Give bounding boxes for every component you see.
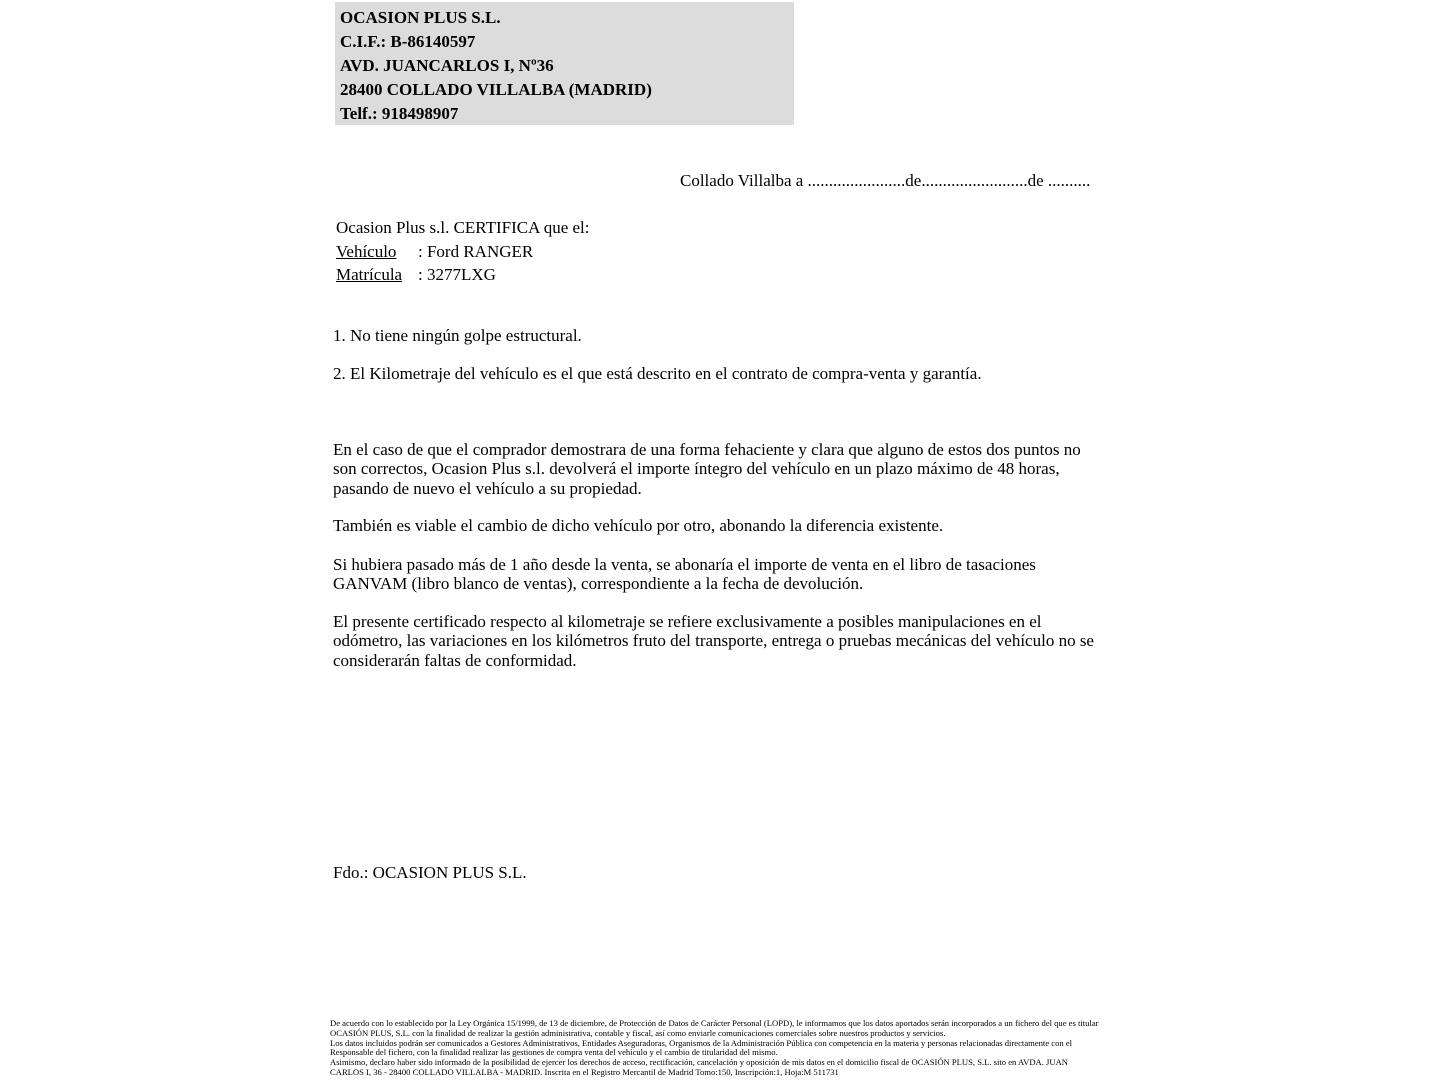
signature-line: Fdo.: OCASION PLUS S.L. [333, 863, 527, 882]
point-mileage: 2. El Kilometraje del vehículo es el que está descrito en el contrato de compra-venta y garantía. [333, 364, 982, 383]
company-name: OCASION PLUS S.L. [340, 8, 501, 27]
vehicle-label-wrap [336, 240, 418, 264]
legal-line: Asimismo, declaro haber sido informado de la posibilidad de ejercer los derechos de acceso, rectificación, cancelación y oposición de mis datos en el domicilio fiscal de OCASIÓN PLUS, S.L. sito en AVDA. JUAN [330, 1057, 1069, 1068]
legal-line: Los datos incluidos podrán ser comunicados a Gestores Administrativos, Entidades Aseguradoras, Organismos de la Administración Pública con competencia en la materia y personas relacionadas directamente con el [330, 1037, 1073, 1048]
vehicle-row [336, 240, 590, 264]
company-cif: C.I.F.: B-86140597 [340, 32, 476, 51]
plate-value: : 3277LXG [418, 265, 496, 284]
company-header-block [335, 2, 794, 125]
legal-fine-print [330, 1019, 1120, 1078]
plate-row [336, 263, 590, 287]
paragraph-exchange-option: También es viable el cambio de dicho vehículo por otro, abonando la diferencia existente. [333, 516, 944, 535]
paragraph-odometer-disclaimer: El presente certificado respecto al kilometraje se refiere exclusivamente a posibles manipulaciones en el odómetro, las variaciones en los kilómetros fruto del transporte, entrega o pruebas mecánicas del vehículo no se considerarán faltas de conformidad. [333, 612, 1094, 670]
certification-intro: Ocasion Plus s.l. CERTIFICA que el: [336, 218, 590, 237]
legal-line: OCASIÓN PLUS, S.L. con la finalidad de realizar la gestión administrativa, contable y fiscal, así como enviarle comunicaciones comerciales sobre nuestros productos y servicios. [330, 1027, 946, 1038]
vehicle-label: Vehículo [336, 241, 397, 261]
paragraph-refund-policy: En el caso de que el comprador demostrara de una forma fehaciente y clara que alguno de estos dos puntos no son correctos, Ocasion Plus s.l. devolverá el importe íntegro del vehículo en un plazo máximo de 48 horas, pasando de nuevo el vehículo a su propiedad. [333, 440, 1081, 498]
legal-line: Responsable del fichero, con la finalidad realizar las gestiones de compra venta del vehículo y el cambio de titularidad del mismo. [330, 1047, 778, 1058]
plate-label: Matrícula [336, 265, 403, 284]
plate-label-wrap [336, 263, 418, 287]
date-fill-in-line: Collado Villalba a .......................de.........................de .......... [680, 171, 1091, 190]
vehicle-value: : Ford RANGER [418, 241, 534, 261]
legal-line: CARLOS I, 36 - 28400 COLLADO VILLALBA - MADRID. Inscrita en el Registro Mercantil de Madrid Tomo:150, Inscripción:1, Hoja:M 511731 [330, 1066, 839, 1077]
company-city: 28400 COLLADO VILLALBA (MADRID) [340, 80, 652, 99]
certification-block [336, 216, 590, 287]
company-phone: Telf.: 918498907 [340, 104, 459, 123]
company-address: AVD. JUANCARLOS I, Nº36 [340, 56, 554, 75]
point-structural-damage: 1. No tiene ningún golpe estructural. [333, 326, 582, 345]
legal-line: De acuerdo con lo establecido por la Ley Orgánica 15/1999, de 13 de diciembre, de Protección de Datos de Carácter Personal (LOPD), le informamos que los datos aportados serán incorporados a un fichero del que es titular [330, 1018, 1099, 1028]
paragraph-ganvam-valuation: Si hubiera pasado más de 1 año desde la venta, se abonaría el importe de venta en el libro de tasaciones GANVAM (libro blanco de ventas), correspondiente a la fecha de devolución. [333, 555, 1036, 594]
